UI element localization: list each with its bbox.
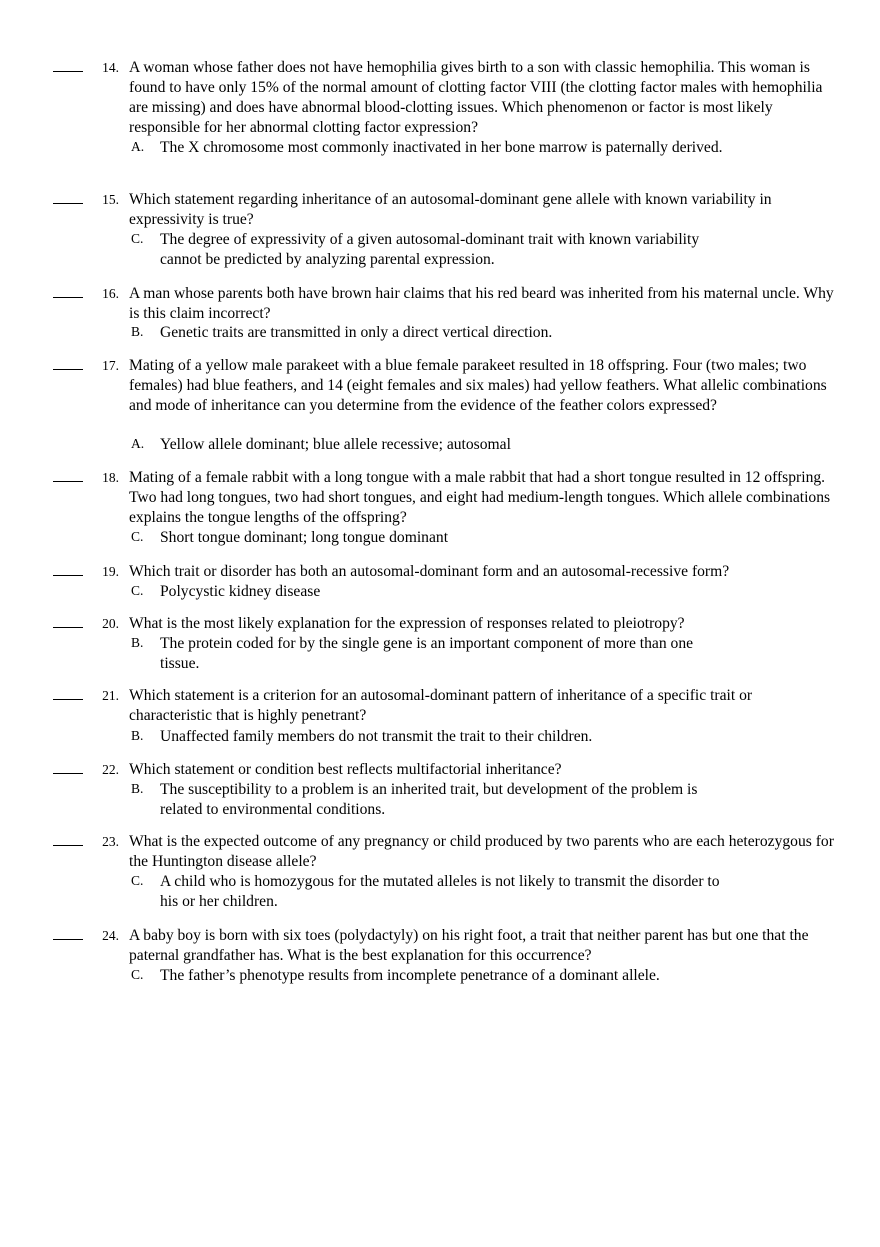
question-stem: A baby boy is born with six toes (polydactyly) on his right foot, a trait that neither parent has but one that the paternal grandfather has. What is the best explanation for this occurrence? [129, 927, 809, 964]
question-number: 24. [102, 928, 119, 943]
answer-blank [53, 832, 83, 846]
question-stem: A man whose parents both have brown hair claims that his red beard was inherited from his maternal uncle. Why is this claim incorrect? [129, 285, 834, 322]
question-stem: Mating of a female rabbit with a long tongue with a male rabbit that had a short tongue resulted in 12 offspring. Two had long tongues, two had short tongues, and eight had medium-length tongues. Which allele combinations explains the tongue lengths of the offspring? [129, 469, 831, 526]
answer-letter: B. [131, 324, 144, 339]
answer-blank [53, 468, 83, 482]
answer-letter: A. [131, 436, 145, 451]
answer-blank [53, 562, 83, 576]
answer-text: Genetic traits are transmitted in only a direct vertical direction. [160, 324, 553, 341]
answer-text: Unaffected family members do not transmit the trait to their children. [160, 728, 593, 745]
question-number: 17. [102, 358, 119, 373]
question-number: 20. [102, 616, 119, 631]
question-number: 23. [102, 834, 119, 849]
question-stem: Which statement is a criterion for an autosomal-dominant pattern of inheritance of a specific trait or characteristic that is highly penetrant? [129, 687, 753, 724]
question-number: 21. [102, 688, 119, 703]
question-stem: Which statement regarding inheritance of an autosomal-dominant gene allele with known variability in expressivity is true? [129, 191, 772, 228]
answer-text: The susceptibility to a problem is an inherited trait, but development of the problem is related to environmental conditions. [160, 781, 698, 818]
answer-text: Short tongue dominant; long tongue dominant [160, 529, 449, 546]
answer-blank [53, 190, 83, 204]
answer-letter: C. [131, 873, 144, 888]
answer-letter: C. [131, 583, 144, 598]
answer-letter: B. [131, 728, 144, 743]
answer-letter: C. [131, 231, 144, 246]
answer-letter: A. [131, 139, 145, 154]
answer-blank [53, 284, 83, 298]
answer-letter: C. [131, 529, 144, 544]
question-number: 14. [102, 60, 119, 75]
question-stem: Mating of a yellow male parakeet with a blue female parakeet resulted in 18 offspring. Four (two males; two females) had blue feathers, and 14 (eight females and six males) had yellow feathers. What allelic combinations and mode of inheritance can you determine from the evidence of the feather colors expressed? [129, 357, 827, 414]
answer-text: Polycystic kidney disease [160, 583, 321, 600]
question-number: 19. [102, 564, 119, 579]
answer-text: The X chromosome most commonly inactivated in her bone marrow is paternally derived. [160, 139, 723, 156]
answer-letter: B. [131, 781, 144, 796]
question-number: 18. [102, 470, 119, 485]
answer-text: The father’s phenotype results from incomplete penetrance of a dominant allele. [160, 967, 660, 984]
answer-blank [53, 686, 83, 700]
answer-text: The degree of expressivity of a given autosomal-dominant trait with known variability cannot be predicted by analyzing parental expression. [160, 231, 700, 268]
question-number: 15. [102, 192, 119, 207]
answer-blank [53, 614, 83, 628]
question-stem: A woman whose father does not have hemophilia gives birth to a son with classic hemophilia. This woman is found to have only 15% of the normal amount of clotting factor VIII (the clotting factor males with hemophilia are missing) and does have abnormal blood-clotting issues. Which phenomenon or factor is most likely responsible for her abnormal clotting factor expression? [129, 59, 823, 136]
question-stem: Which trait or disorder has both an autosomal-dominant form and an autosomal-recessive form? [129, 563, 730, 580]
answer-text: Yellow allele dominant; blue allele recessive; autosomal [160, 436, 511, 453]
answer-blank [53, 926, 83, 940]
question-stem: What is the most likely explanation for the expression of responses related to pleiotropy? [129, 615, 685, 632]
question-number: 22. [102, 762, 119, 777]
answer-letter: C. [131, 967, 144, 982]
answer-letter: B. [131, 635, 144, 650]
answer-blank [53, 356, 83, 370]
question-number: 16. [102, 286, 119, 301]
answer-blank [53, 58, 83, 72]
answer-blank [53, 760, 83, 774]
answer-text: A child who is homozygous for the mutated alleles is not likely to transmit the disorder to his or her children. [160, 873, 720, 910]
question-stem: What is the expected outcome of any pregnancy or child produced by two parents who are each heterozygous for the Huntington disease allele? [129, 833, 834, 870]
answer-text: The protein coded for by the single gene is an important component of more than one tissue. [160, 635, 694, 672]
question-stem: Which statement or condition best reflects multifactorial inheritance? [129, 761, 562, 778]
